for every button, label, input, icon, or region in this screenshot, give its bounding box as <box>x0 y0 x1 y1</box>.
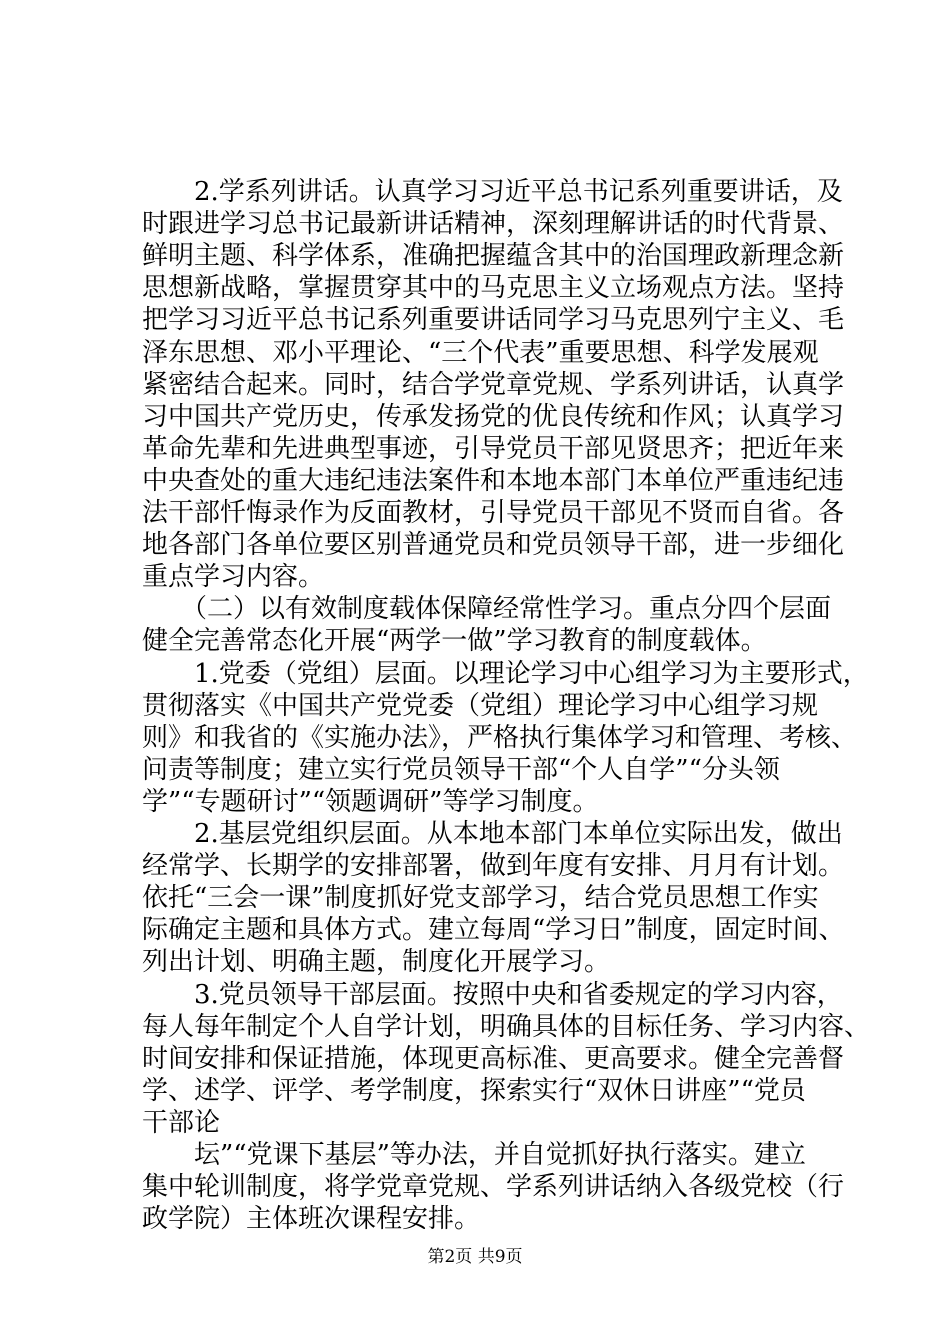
text-line: 习中国共产党历史，传承发扬党的优良传统和作风；认真学习 <box>142 401 845 432</box>
text-line: 贯彻落实《中国共产党党委（党组）理论学习中心组学习规 <box>142 690 819 721</box>
text-line: 革命先辈和先进典型事迹，引导党员干部见贤思齐；把近年来 <box>142 433 845 464</box>
text-line: 紧密结合起来。同时，结合学党章党规、学系列讲话，认真学 <box>142 369 845 400</box>
text-line: 每人每年制定个人自学计划，明确具体的目标任务、学习内容、 <box>142 1011 871 1042</box>
text-line: 干部论 <box>142 1107 221 1138</box>
text-line: 鲜明主题、科学体系，准确把握蕴含其中的治国理政新理念新 <box>142 241 845 272</box>
text-line: 泽东思想、邓小平理论、“三个代表”重要思想、科学发展观 <box>142 337 819 368</box>
text-line: 健全完善常态化开展“两学一做”学习教育的制度载体。 <box>142 626 767 657</box>
text-line: 学、述学、评学、考学制度，探索实行“双休日讲座”“党员 <box>142 1075 806 1106</box>
text-line: 地各部门各单位要区别普通党员和党员领导干部，进一步细化 <box>142 530 845 561</box>
text-line: 法干部忏悔录作为反面教材，引导党员干部见不贤而自省。各 <box>142 498 845 528</box>
text-line: 把学习习近平总书记系列重要讲话同学习马克思列宁主义、毛 <box>142 305 845 336</box>
text-line: 政学院）主体班次课程安排。 <box>142 1204 481 1235</box>
text-line: 坛”“党课下基层”等办法，并自觉抓好执行落实。建立 <box>142 1140 806 1170</box>
text-line: 列出计划、明确主题，制度化开展学习。 <box>142 947 611 978</box>
text-line: 重点学习内容。 <box>142 562 325 593</box>
text-line: 思想新战略，掌握贯穿其中的马克思主义立场观点方法。坚持 <box>142 273 845 304</box>
text-line: 集中轮训制度，将学党章党规、学系列讲话纳入各级党校（行 <box>142 1172 845 1203</box>
text-line: 2.基层党组织层面。从本地本部门本单位实际出发，做出 <box>142 819 843 849</box>
text-line: 1.党委（党组）层面。以理论学习中心组学习为主要形式， <box>142 658 869 689</box>
page-footer: 第2页 共9页 <box>427 1247 523 1267</box>
text-line: 依托“三会一课”制度抓好党支部学习，结合党员思想工作实 <box>142 883 819 914</box>
text-line: 3.党员领导干部层面。按照中央和省委规定的学习内容， <box>142 979 843 1010</box>
text-line: 经常学、长期学的安排部署，做到年度有安排、月月有计划。 <box>142 851 845 882</box>
text-line: （二）以有效制度载体保障经常性学习。重点分四个层面 <box>142 594 832 625</box>
text-line: 际确定主题和具体方式。建立每周“学习日”制度，固定时间、 <box>142 915 845 946</box>
text-line: 学”“专题研讨”“领题调研”等学习制度。 <box>142 786 599 817</box>
text-line: 中央查处的重大违纪违法案件和本地本部门本单位严重违纪违 <box>142 465 845 496</box>
text-line: 时跟进学习总书记最新讲话精神，深刻理解讲话的时代背景、 <box>142 209 845 240</box>
text-line: 2.学系列讲话。认真学习习近平总书记系列重要讲话，及 <box>142 177 843 207</box>
text-line: 则》和我省的《实施办法》，严格执行集体学习和管理、考核、 <box>142 722 858 753</box>
text-line: 时间安排和保证措施，体现更高标准、更高要求。健全完善督 <box>142 1043 845 1074</box>
text-line: 问责等制度；建立实行党员领导干部“个人自学”“分头领 <box>142 754 780 785</box>
